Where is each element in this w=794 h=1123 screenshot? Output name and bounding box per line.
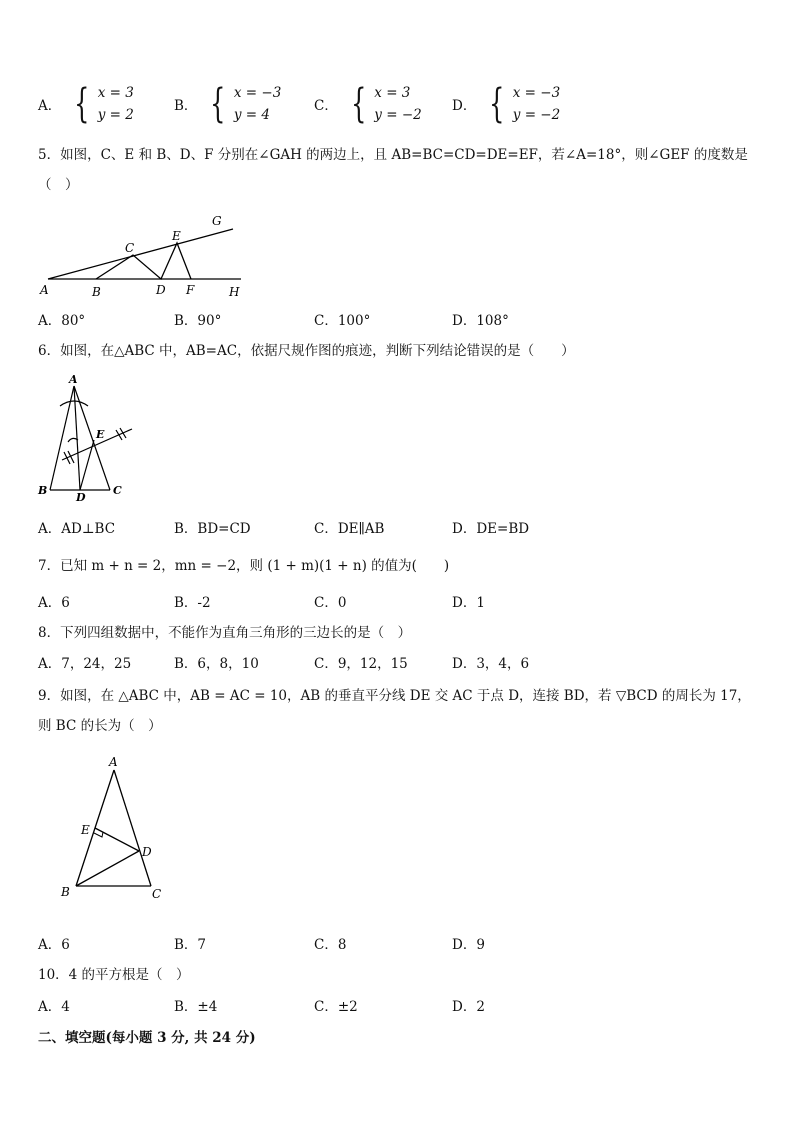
q8-option-a: A．7，24，25 (38, 656, 132, 672)
point-label-c: C (125, 241, 135, 255)
q5-option-d: D．108° (452, 313, 509, 329)
point-label-a: A (109, 755, 118, 769)
q5-option-c: C．100° (314, 313, 371, 329)
q6-stem: 6．如图，在△ABC 中，AB=AC，依据尺规作图的痕迹，判断下列结论错误的是（ ） (38, 343, 575, 359)
q4-option-c: C． { x = 3 y = −2 (314, 81, 422, 127)
point-label-b: B (61, 885, 70, 899)
segment-de (80, 440, 94, 490)
ray-ag (48, 229, 233, 279)
q7-option-d: D．1 (452, 595, 485, 611)
q8-stem: 8．下列四组数据中，不能作为直角三角形的三边长的是（ ） (38, 625, 412, 641)
q6-option-b: B．BD=CD (174, 521, 251, 537)
q4-option-d: D． { x = −3 y = −2 (452, 81, 561, 127)
point-label-a: A (69, 373, 78, 386)
left-brace: { (489, 81, 505, 127)
q4-option-a: A． { x = 3 y = 2 (38, 81, 134, 127)
zigzag-segments (96, 243, 191, 279)
q7-option-c: C．0 (314, 595, 347, 611)
point-label-c: C (113, 484, 122, 497)
point-label-d: D (156, 283, 166, 297)
q6-option-d: D．DE=BD (452, 521, 530, 537)
arc-trace (68, 438, 78, 442)
q8-option-c: C．9，12，15 (314, 656, 408, 672)
q9-option-b: B．7 (174, 937, 207, 953)
right-angle-mark (94, 832, 103, 837)
q5-option-a: A．80° (38, 313, 86, 329)
q10-option-d: D．2 (452, 999, 485, 1015)
point-label-g: G (212, 214, 222, 228)
segment-ed (95, 828, 139, 851)
left-brace: { (74, 81, 90, 127)
point-label-c: C (152, 887, 162, 901)
point-label-b: B (38, 484, 48, 497)
q5-option-b: B．90° (174, 313, 222, 329)
point-label-f: F (186, 283, 195, 297)
q10-option-b: B．±4 (174, 999, 218, 1015)
q10-stem: 10．4 的平方根是（ ） (38, 967, 190, 983)
q5-stem: 5．如图，C、E 和 B、D、F 分别在∠GAH 的两边上，且 AB=BC=CD=DE=EF，若∠A=18°，则∠GEF 的度数是 (38, 147, 748, 163)
q9-stem-continued: 则 BC 的长为（ ） (38, 718, 162, 734)
point-label-e: E (172, 229, 181, 243)
q6-option-a: A．AD⊥BC (38, 521, 116, 537)
q5-answer-blank: （ ） (38, 177, 79, 193)
arc-mark (120, 428, 126, 438)
q9-stem: 9．如图，在 △ABC 中，AB = AC = 10，AB 的垂直平分线 DE 交 AC 于点 D，连接 BD，若 ▽BCD 的周长为 17， (38, 688, 751, 704)
point-label-d: D (142, 845, 152, 859)
q4-option-b: B． { x = −3 y = 4 (174, 81, 282, 127)
section-heading-fill-in: 二、填空题(每小题 3 分, 共 24 分) (38, 1030, 256, 1046)
q9-option-c: C．8 (314, 937, 347, 953)
q8-option-b: B．6，8，10 (174, 656, 259, 672)
point-label-e: E (81, 823, 90, 837)
point-label-e: E (96, 428, 105, 441)
q6-figure (34, 372, 138, 502)
q9-option-d: D．9 (452, 937, 485, 953)
q6-option-c: C．DE∥AB (314, 521, 385, 537)
point-label-b: B (92, 285, 101, 299)
q5-figure (36, 210, 252, 302)
q7-option-b: B．-2 (174, 595, 211, 611)
left-brace: { (210, 81, 226, 127)
q7-stem: 7．已知 m + n = 2，mn = −2，则 (1 + m)(1 + n) 的值为( ) (38, 558, 450, 574)
q8-option-d: D．3，4，6 (452, 656, 530, 672)
point-label-d: D (76, 491, 86, 502)
q10-option-a: A．4 (38, 999, 70, 1015)
q9-option-a: A．6 (38, 937, 70, 953)
arc-mark (116, 430, 122, 440)
point-label-h: H (229, 285, 240, 299)
left-brace: { (350, 81, 367, 127)
side-ac (114, 770, 151, 886)
q9-figure (56, 754, 172, 902)
arc-trace (60, 401, 88, 406)
point-label-a: A (40, 283, 49, 297)
q10-option-c: C．±2 (314, 999, 358, 1015)
q7-option-a: A．6 (38, 595, 70, 611)
